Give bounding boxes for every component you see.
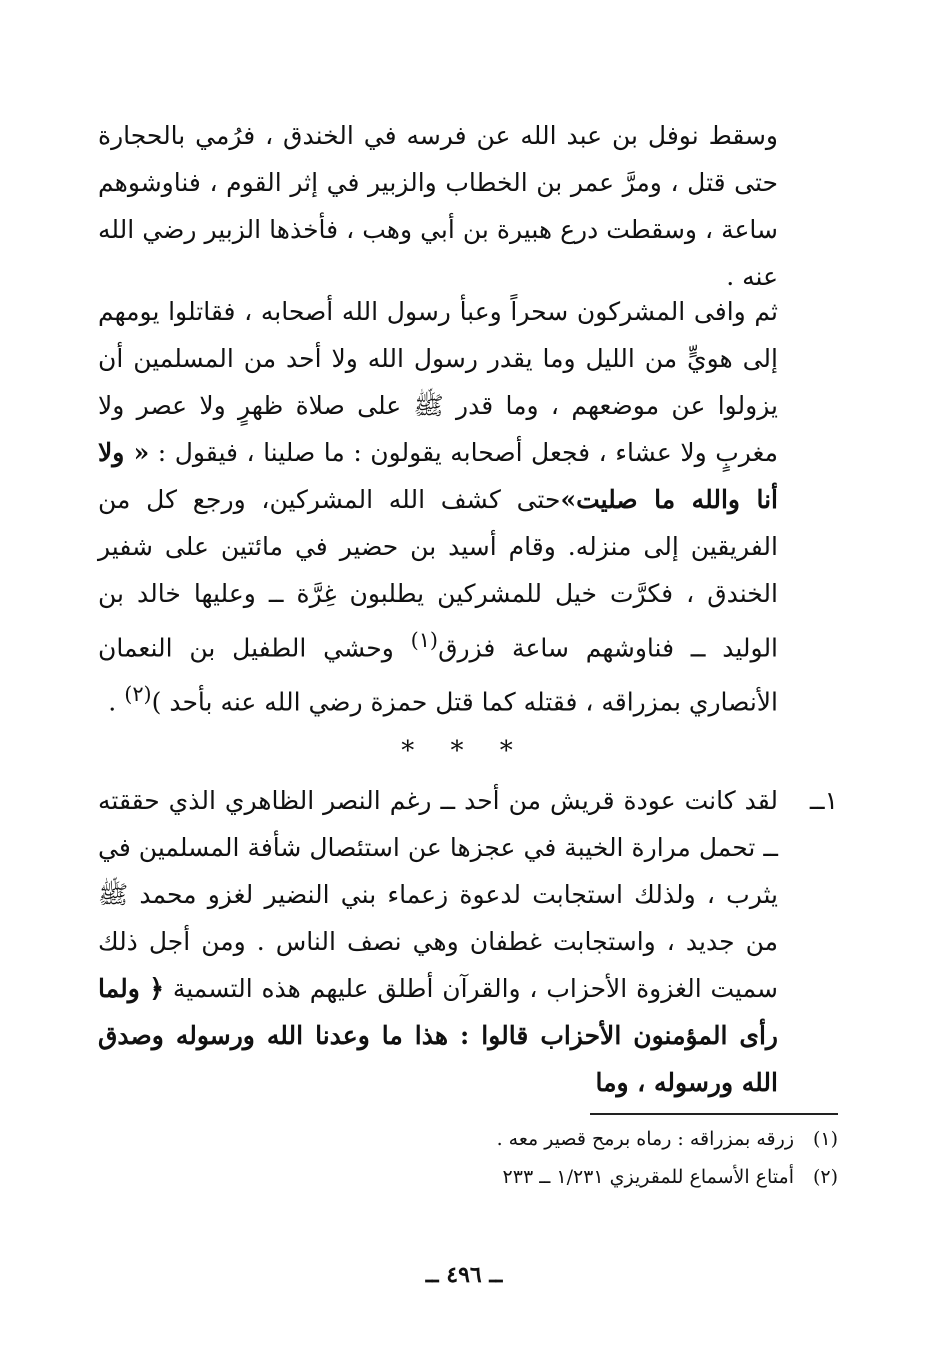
- paragraph-2-text-a: ثم وافى المشركون سحراً وعبأ رسول الله أصحابه ، فقاتلوا يومهم إلى هويٍّ من الليل وما يقدر رسول الله ولا أحد من المسلمين أن يزولوا عن موضعهم ، وما قدر ﷺ على صلاة ظهرٍ ولا عصر ولا مغربٍ ولا عشاء ، فجعل أصحابه يقولون : ما صلينا ، فيقول :: [98, 297, 778, 467]
- numbered-note: [98, 777, 838, 1106]
- paragraph-1-text: وسقط نوفل بن عبد الله عن فرسه في الخندق ، فرُمي بالحجارة حتى قتل ، ومرَّ عمر بن الخطاب والزبير في إثر القوم ، فناوشوهم ساعة ، وسقطت درع هبيرة بن أبي وهب ، فأخذها الزبير رضي الله عنه .: [98, 121, 778, 291]
- paragraph-2-text-b: حتى كشف الله المشركين، ورجع كل من الفريقين إلى منزله. وقام أسيد بن حضير في مائتين على شفير الخندق ، فكرَّت خيل للمشركين يطلبون غِرَّة ــ وعليها خالد بن الوليد ــ فناوشهم ساعة فزرق: [98, 485, 779, 663]
- note-number: ١ــ: [809, 786, 838, 815]
- footnote-1: [98, 1120, 838, 1158]
- paragraph-1: [98, 112, 778, 300]
- note-body: [98, 777, 778, 1106]
- footnote-ref-1: (١): [410, 628, 439, 652]
- footnotes: [98, 1120, 838, 1196]
- footnote-ref-2: (٢): [124, 682, 152, 707]
- note-quran-quote: ﴿ ولما رأى المؤمنون الأحزاب قالوا : هذا ما وعدنا الله ورسوله وصدق الله ورسوله ، وما: [98, 974, 778, 1097]
- footnote-2: [98, 1158, 838, 1196]
- footnote-2-text: أمتاع الأسماع للمقريزي ١/٢٣١ ــ ٢٣٣: [502, 1166, 794, 1188]
- paragraph-2-quote: « ولا أنا والله ما صليت»: [98, 438, 778, 514]
- section-separator: * * *: [401, 736, 527, 766]
- paragraph-2-end: .: [108, 687, 125, 717]
- paragraph-2-text-c: وحشي الطفيل بن النعمان الأنصاري بمزراقه ، فقتله كما قتل حمزة رضي الله عنه بأحد ): [98, 633, 778, 717]
- page-number: ــ ٤٩٦ ــ: [425, 1262, 503, 1288]
- note-text-a: لقد كانت عودة قريش من أحد ــ رغم النصر الظاهري الذي حققته ــ تحمل مرارة الخيبة في عجزها عن استئصال شأفة المسلمين في يثرب ، ولذلك استجابت لدعوة زعماء بني النضير لغزو محمد ﷺ من جديد ، واستجابت غطفان وهي نصف الناس . ومن أجل ذلك سميت الغزوة الأحزاب ، والقرآن أطلق عليهم هذه التسمية: [98, 786, 778, 1003]
- paragraph-2: [98, 288, 778, 726]
- footnote-1-number: (١): [812, 1128, 838, 1150]
- footnote-divider: [590, 1113, 838, 1115]
- footnote-2-number: (٢): [812, 1166, 838, 1188]
- footnote-1-text: زرقه بمزراقه : رماه برمح قصير معه .: [496, 1128, 794, 1150]
